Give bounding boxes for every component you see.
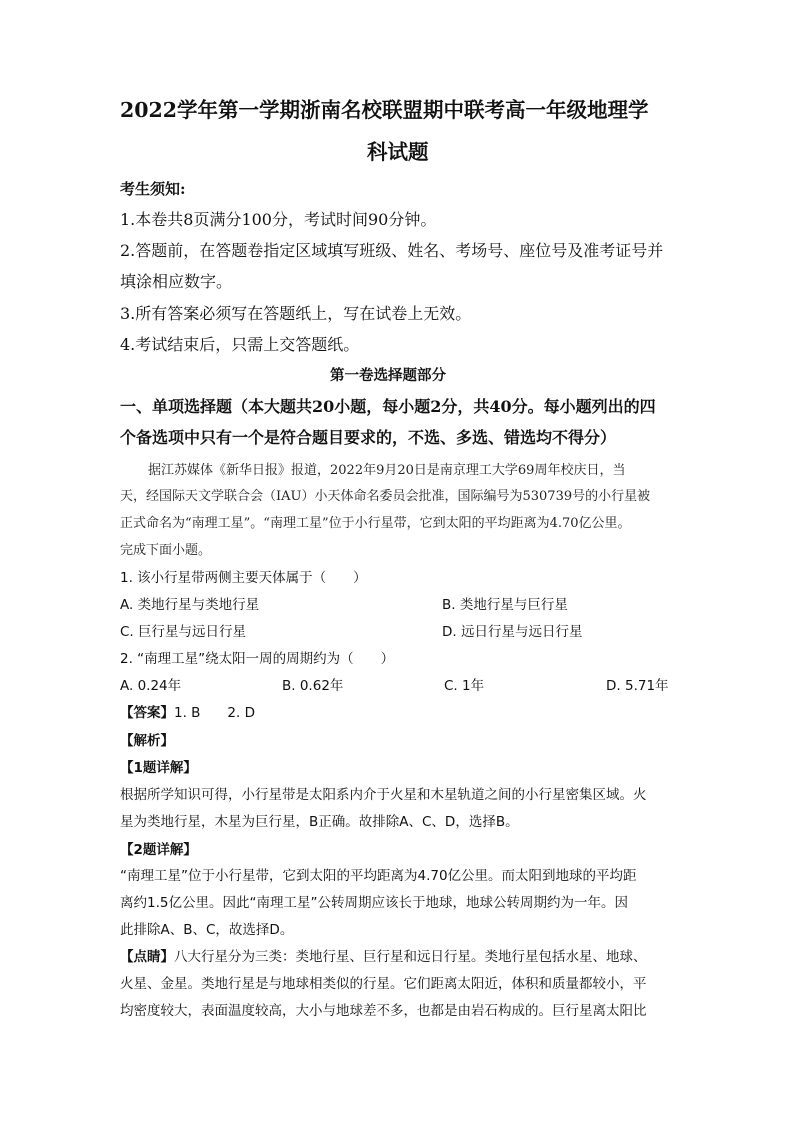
detail-1-line-1: 根据所学知识可得，小行星带是太阳系内介于火星和木星轨道之间的小行星密集区域。火: [120, 787, 647, 803]
tip-line-3: 均密度较大，表面温度较高，大小与地球差不多，也都是由岩石构成的。巨行星离太阳比: [120, 1003, 647, 1019]
question-2-option-a: A. 0.24年: [120, 678, 182, 694]
question-1-option-b: B. 类地行星与巨行星: [442, 597, 568, 613]
tip-line-2: 火星、金星。类地行星是与地球相类似的行星。它们距离太阳近，体积和质量都较小，平: [120, 976, 647, 992]
question-2-option-b: B. 0.62年: [282, 678, 344, 694]
detail-1-tag: 【1题详解】: [120, 760, 197, 776]
tip-tag: 【点睛】: [120, 949, 174, 965]
passage-line-1: 据江苏媒体《新华日报》报道，2022年9月20日是南京理工大学69周年校庆日，当: [148, 463, 626, 478]
section-instruction-line2: 个备选项中只有一个是符合题目要求的，不选、多选、错选均不得分）: [120, 428, 617, 447]
notice-heading: 考生须知:: [120, 180, 186, 198]
notice-item-2-cont: 填涂相应数字。: [120, 272, 233, 291]
part-heading: 第一卷选择题部分: [330, 367, 446, 384]
question-2-stem: 2. “南理工星”绕太阳一周的周期约为（ ）: [120, 651, 395, 667]
notice-item-2: 2.答题前，在答题卷指定区域填写班级、姓名、考场号、座位号及准考证号并: [120, 241, 664, 260]
passage-line-4: 完成下面小题。: [120, 543, 212, 558]
section-instruction-line1: 一、单项选择题（本大题共20小题，每小题2分，共40分。每小题列出的四: [120, 397, 656, 416]
detail-2-line-2: 离约1.5亿公里。因此“南理工星”公转周期应该长于地球，地球公转周期约为一年。因: [120, 895, 628, 911]
detail-1-line-2: 星为类地行星，木星为巨行星，B正确。故排除A、C、D，选择B。: [120, 814, 519, 830]
question-1-stem: 1. 该小行星带两侧主要天体属于（ ）: [120, 570, 367, 586]
page-title-line1: 2022学年第一学期浙南名校联盟期中联考高一年级地理学: [120, 98, 649, 122]
answer-tag: 【答案】: [120, 705, 174, 721]
detail-2-line-3: 此排除A、B、C，故选择D。: [120, 922, 294, 938]
question-2-option-c: C. 1年: [444, 678, 485, 694]
detail-2-line-1: “南理工星”位于小行星带，它到太阳的平均距离为4.70亿公里。而太阳到地球的平均距: [120, 868, 637, 884]
passage-line-3: 正式命名为“南理工星”。“南理工星”位于小行星带，它到太阳的平均距离为4.70亿公里。: [120, 516, 631, 531]
question-2-option-d: D. 5.71年: [606, 678, 669, 694]
page-title-line2: 科试题: [367, 140, 429, 164]
analysis-tag: 【解析】: [120, 733, 174, 749]
tip-text: 八大行星分为三类：类地行星、巨行星和远日行星。类地行星包括水星、地球、: [174, 949, 647, 965]
notice-item-3: 3.所有答案必须写在答题纸上，写在试卷上无效。: [120, 304, 472, 323]
answer-line: [120, 704, 255, 722]
tip-line-1: [120, 948, 647, 966]
answer-text: 1. B 2. D: [174, 705, 255, 721]
detail-2-tag: 【2题详解】: [120, 842, 197, 858]
question-1-option-d: D. 远日行星与远日行星: [442, 624, 583, 640]
question-1-option-c: C. 巨行星与远日行星: [120, 624, 247, 640]
question-1-option-a: A. 类地行星与类地行星: [120, 597, 260, 613]
notice-item-1: 1.本卷共8页满分100分，考试时间90分钟。: [120, 210, 437, 229]
passage-line-2: 天，经国际天文学联合会（IAU）小天体命名委员会批准，国际编号为530739号的小行星被: [120, 489, 651, 504]
notice-item-4: 4.考试结束后，只需上交答题纸。: [120, 335, 360, 354]
